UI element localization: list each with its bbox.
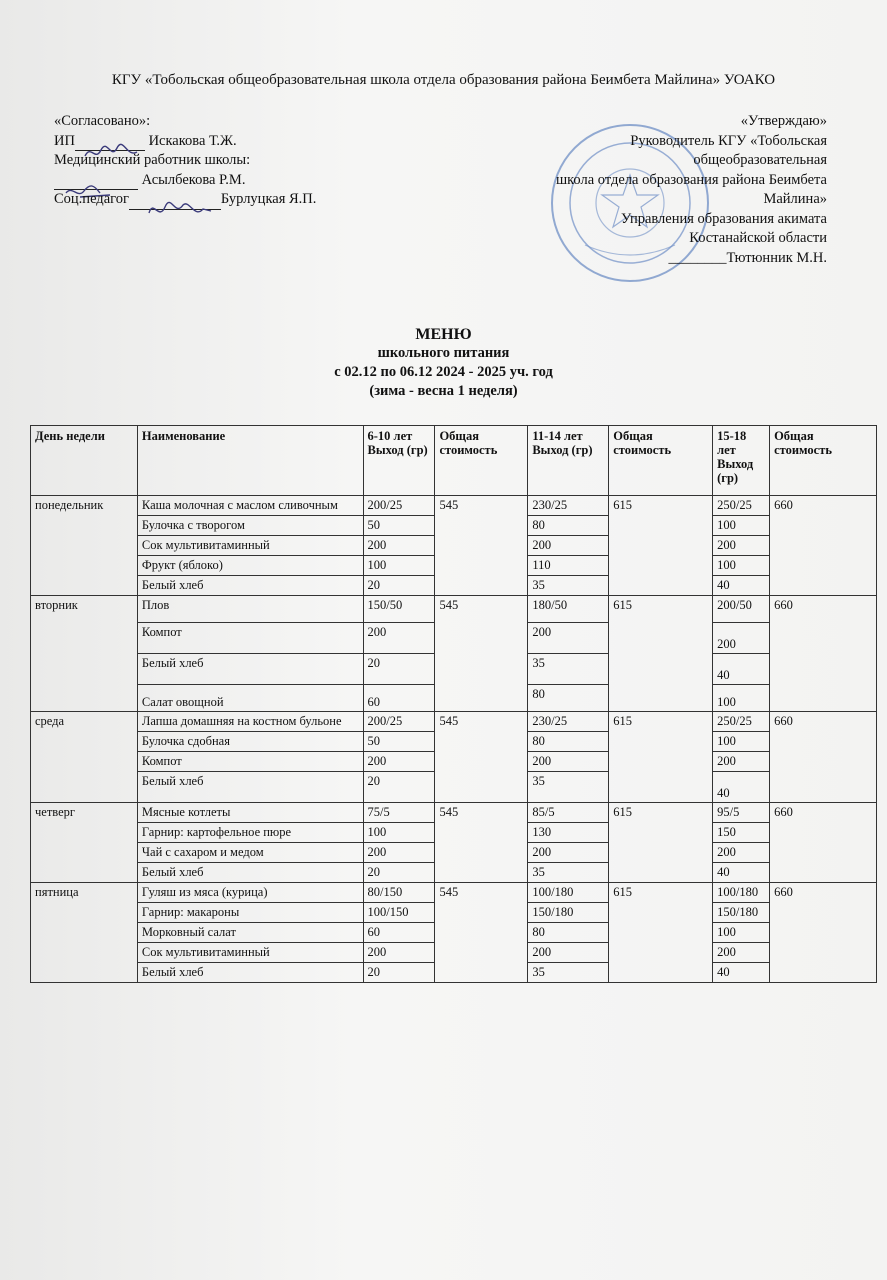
portion-6-10: 100 — [363, 556, 435, 576]
cost-15-18: 660 — [770, 496, 877, 596]
portion-6-10: 50 — [363, 516, 435, 536]
portion-15-18: 150 — [713, 823, 770, 843]
portion-11-14: 180/50 — [528, 596, 609, 623]
portion-15-18: 95/5 — [713, 803, 770, 823]
cost-15-18: 660 — [770, 803, 877, 883]
agreed-line-medic: Медицинский работник школы: — [54, 152, 251, 168]
portion-15-18: 200 — [713, 536, 770, 556]
dish-name: Гарнир: макароны — [137, 903, 363, 923]
portion-6-10: 200 — [363, 536, 435, 556]
dish-name: Фрукт (яблоко) — [137, 556, 363, 576]
portion-11-14: 110 — [528, 556, 609, 576]
header-cell: 6-10 лет Выход (гр) — [363, 426, 435, 496]
portion-11-14: 35 — [528, 772, 609, 803]
portion-11-14: 100/180 — [528, 883, 609, 903]
cost-6-10: 545 — [435, 496, 528, 596]
agreed-line-ip — [54, 132, 316, 152]
portion-15-18: 100 — [713, 732, 770, 752]
portion-11-14: 85/5 — [528, 803, 609, 823]
header-cell: 11-14 лет Выход (гр) — [528, 426, 609, 496]
signature-social — [129, 209, 221, 210]
dish-name: Компот — [137, 752, 363, 772]
cost-6-10: 545 — [435, 803, 528, 883]
table-row — [31, 883, 877, 903]
portion-11-14: 150/180 — [528, 903, 609, 923]
portion-6-10: 100/150 — [363, 903, 435, 923]
portion-11-14: 200 — [528, 843, 609, 863]
cost-11-14: 615 — [609, 883, 713, 983]
header-cell: Наименование — [137, 426, 363, 496]
portion-11-14: 200 — [528, 752, 609, 772]
portion-6-10: 200 — [363, 943, 435, 963]
portion-6-10: 20 — [363, 772, 435, 803]
portion-6-10: 80/150 — [363, 883, 435, 903]
menu-season: (зима - весна 1 неделя) — [369, 383, 518, 399]
agreed-name: Асылбекова Р.М. — [141, 171, 246, 188]
portion-15-18: 40 — [713, 863, 770, 883]
portion-6-10: 60 — [363, 685, 435, 712]
portion-11-14: 230/25 — [528, 496, 609, 516]
header-cell: День недели — [31, 426, 138, 496]
dish-name: Булочка с творогом — [137, 516, 363, 536]
dish-name: Салат овощной — [137, 685, 363, 712]
portion-6-10: 200 — [363, 843, 435, 863]
portion-11-14: 200 — [528, 943, 609, 963]
cost-11-14: 615 — [609, 496, 713, 596]
portion-11-14: 130 — [528, 823, 609, 843]
portion-6-10: 75/5 — [363, 803, 435, 823]
portion-15-18: 200 — [713, 623, 770, 654]
portion-6-10: 50 — [363, 732, 435, 752]
portion-11-14: 80 — [528, 923, 609, 943]
dish-name: Сок мультивитаминный — [137, 536, 363, 556]
portion-15-18: 100 — [713, 516, 770, 536]
agreed-name: Бурлуцкая Я.П. — [220, 191, 317, 207]
portion-11-14: 35 — [528, 654, 609, 685]
portion-15-18: 40 — [713, 963, 770, 983]
portion-6-10: 200/25 — [363, 496, 435, 516]
organization-header: КГУ «Тобольская общеобразовательная школа отдела образования района Беимбета Майлина» УОАКО — [111, 72, 776, 88]
dish-name: Мясные котлеты — [137, 803, 363, 823]
cost-6-10: 545 — [435, 596, 528, 712]
dish-name: Плов — [137, 596, 363, 623]
portion-11-14: 80 — [528, 516, 609, 536]
portion-15-18: 40 — [713, 576, 770, 596]
agreed-line-social — [54, 190, 316, 210]
portion-15-18: 200 — [713, 843, 770, 863]
cost-11-14: 615 — [609, 596, 713, 712]
menu-title: МЕНЮ — [415, 326, 472, 343]
portion-15-18: 200/50 — [713, 596, 770, 623]
portion-6-10: 20 — [363, 654, 435, 685]
menu-title-block — [0, 325, 887, 401]
portion-15-18: 100 — [713, 556, 770, 576]
table-row — [31, 496, 877, 516]
portion-6-10: 20 — [363, 863, 435, 883]
approved-title: «Утверждаю» — [740, 113, 827, 129]
portion-15-18: 40 — [713, 654, 770, 685]
portion-6-10: 200 — [363, 623, 435, 654]
dish-name: Сок мультивитаминный — [137, 943, 363, 963]
portion-15-18: 100/180 — [713, 883, 770, 903]
portion-11-14: 80 — [528, 685, 609, 712]
approved-line: Управления образования акимата — [620, 210, 827, 227]
dish-name: Белый хлеб — [137, 863, 363, 883]
portion-15-18: 100 — [713, 685, 770, 712]
dish-name: Морковный салат — [137, 923, 363, 943]
approved-line: Руководитель КГУ «Тобольская — [630, 132, 827, 149]
portion-11-14: 35 — [528, 863, 609, 883]
dish-name: Булочка сдобная — [137, 732, 363, 752]
portion-6-10: 20 — [363, 576, 435, 596]
menu-subtitle: школьного питания — [377, 345, 510, 361]
dish-name: Гарнир: картофельное пюре — [137, 823, 363, 843]
header-cell: Общая стоимость — [435, 426, 528, 496]
cost-15-18: 660 — [770, 712, 877, 803]
header-cell: Общая стоимость — [609, 426, 713, 496]
portion-11-14: 35 — [528, 576, 609, 596]
dish-name: Каша молочная с маслом сливочным — [137, 496, 363, 516]
agreed-prefix: ИП — [54, 132, 75, 149]
day-cell: среда — [31, 712, 138, 803]
table-row — [31, 803, 877, 823]
agreed-title: «Согласовано»: — [54, 113, 151, 129]
menu-period: с 02.12 по 06.12 2024 - 2025 уч. год — [334, 364, 553, 380]
portion-11-14: 200 — [528, 536, 609, 556]
portion-6-10: 200 — [363, 752, 435, 772]
portion-11-14: 230/25 — [528, 712, 609, 732]
dish-name: Гуляш из мяса (курица) — [137, 883, 363, 903]
portion-15-18: 150/180 — [713, 903, 770, 923]
portion-15-18: 40 — [713, 772, 770, 803]
day-cell: пятница — [31, 883, 138, 983]
portion-6-10: 60 — [363, 923, 435, 943]
portion-11-14: 200 — [528, 623, 609, 654]
portion-15-18: 200 — [713, 752, 770, 772]
portion-11-14: 35 — [528, 963, 609, 983]
table-row — [31, 596, 877, 623]
portion-6-10: 200/25 — [363, 712, 435, 732]
agreed-name: Искакова Т.Ж. — [148, 132, 237, 149]
agreed-block — [54, 112, 316, 210]
cost-6-10: 545 — [435, 883, 528, 983]
dish-name: Лапша домашняя на костном бульоне — [137, 712, 363, 732]
approved-line: общеобразовательная — [693, 152, 827, 168]
dish-name: Компот — [137, 623, 363, 654]
portion-15-18: 250/25 — [713, 496, 770, 516]
agreed-line-medic-sign — [54, 171, 316, 191]
table-row — [31, 712, 877, 732]
dish-name: Белый хлеб — [137, 963, 363, 983]
dish-name: Чай с сахаром и медом — [137, 843, 363, 863]
approved-director: ________Тютюнник М.Н. — [668, 249, 827, 266]
cost-15-18: 660 — [770, 596, 877, 712]
menu-table — [30, 425, 877, 983]
dish-name: Белый хлеб — [137, 654, 363, 685]
cost-15-18: 660 — [770, 883, 877, 983]
approved-line: Майлина» — [763, 191, 827, 207]
agreed-prefix: Соц.педагог — [54, 191, 129, 207]
table-header-row — [31, 426, 877, 496]
portion-6-10: 20 — [363, 963, 435, 983]
dish-name: Белый хлеб — [137, 576, 363, 596]
cost-11-14: 615 — [609, 712, 713, 803]
header-cell: Общая стоимость — [770, 426, 877, 496]
cost-11-14: 615 — [609, 803, 713, 883]
portion-15-18: 250/25 — [713, 712, 770, 732]
day-cell: четверг — [31, 803, 138, 883]
portion-11-14: 80 — [528, 732, 609, 752]
day-cell: вторник — [31, 596, 138, 712]
portion-15-18: 100 — [713, 923, 770, 943]
portion-6-10: 100 — [363, 823, 435, 843]
day-cell: понедельник — [31, 496, 138, 596]
approved-line: школа отдела образования района Беимбета — [555, 171, 827, 188]
dish-name: Белый хлеб — [137, 772, 363, 803]
cost-6-10: 545 — [435, 712, 528, 803]
header-cell: 15-18 лет Выход (гр) — [713, 426, 770, 496]
signature-mark — [145, 195, 215, 225]
portion-15-18: 200 — [713, 943, 770, 963]
portion-6-10: 150/50 — [363, 596, 435, 623]
approved-line: Костанайской области — [689, 230, 827, 246]
approved-block — [556, 112, 827, 268]
